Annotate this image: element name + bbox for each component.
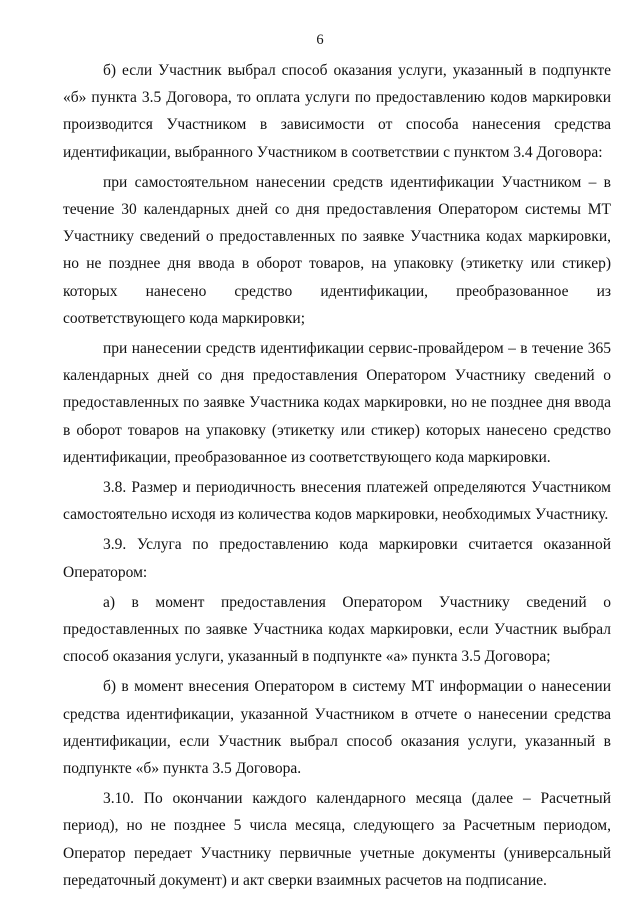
paragraph-payment-option-b: б) если Участник выбрал способ оказания услуги, указанный в подпункте «б» пункта 3.5 Договора, то оплата услуги по предоставлению кодов маркировки производится Участником в зависимости от способа нанесения средства идентификации, выбранного Участником в соответствии с пунктом 3.4 Договора: bbox=[63, 62, 611, 161]
page-number: 6 bbox=[316, 32, 324, 48]
paragraph-clause-3-8: 3.8. Размер и периодичность внесения платежей определяются Участником самостоятельно исходя из количества кодов маркировки, необходимых Участнику. bbox=[63, 479, 611, 524]
paragraph-clause-3-9-a: а) в момент предоставления Оператором Участнику сведений о предоставленных по заявке Участника кодах маркировки, если Участник выбрал способ оказания услуги, указанный в подпункте «а» пункта 3.5 Договора; bbox=[63, 593, 611, 666]
paragraph-self-application: при самостоятельном нанесении средств идентификации Участником – в течение 30 календарных дней со дня предоставления Оператором системы МТ Участнику сведений о предоставленных по заявке Участника кодах маркировки, но не позднее дня ввода в оборот товаров, на упаковку (этикетку или стикер) которых нанесено средство идентификации, преобразованное из соответствующего кода маркировки; bbox=[63, 173, 611, 327]
paragraph-clause-3-10: 3.10. По окончании каждого календарного месяца (далее – Расчетный период), но не позднее 5 числа месяца, следующего за Расчетным периодом, Оператор передает Участнику первичные учетные документы (универсальный передаточный документ) и акт сверки взаимных расчетов на подписание. bbox=[63, 790, 611, 889]
paragraph-clause-3-9: 3.9. Услуга по предоставлению кода маркировки считается оказанной Оператором: bbox=[63, 536, 611, 581]
paragraph-clause-3-9-b: б) в момент внесения Оператором в систему МТ информации о нанесении средства идентификации, указанной Участником в отчете о нанесении средства идентификации, если Участник выбрал способ оказания услуги, указанный в подпункте «б» пункта 3.5 Договора. bbox=[63, 678, 611, 778]
document-body bbox=[63, 57, 611, 894]
paragraph-service-provider: при нанесении средств идентификации сервис-провайдером – в течение 365 календарных дней со дня предоставления Оператором Участнику сведений о предоставленных по заявке Участника кодах маркировки, но не позднее дня ввода в оборот товаров на упаковку (этикетку или стикер) которых нанесено средство идентификации, преобразованное из соответствующего кода маркировки. bbox=[63, 340, 611, 466]
